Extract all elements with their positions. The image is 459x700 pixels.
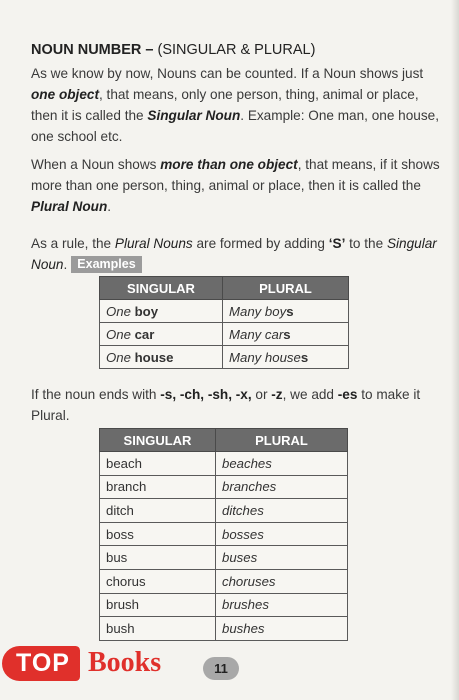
section-heading [31,42,315,58]
singular-cell [100,323,223,346]
text: As a rule, the [31,236,115,251]
emphasis: Singular Noun [147,108,241,123]
plural-cell [223,346,349,369]
logo-top: TOP [2,646,80,681]
text: Many house [229,349,301,365]
table-row [100,346,349,369]
header-singular: SINGULAR [100,429,216,452]
header-plural: PLURAL [223,277,349,300]
text: If the noun ends with [31,387,161,402]
text: Many boy [229,303,287,319]
plural-cell: beaches [216,452,348,476]
singular-cell: ditch [100,499,216,523]
plural-cell: choruses [216,569,348,593]
table-row [100,475,348,499]
paragraph-rule [31,233,441,275]
examples-table [99,276,349,369]
text: s [283,326,291,342]
emphasis: -z [271,387,283,402]
table-row [100,323,349,346]
emphasis: -es [337,387,358,402]
examples-tag: Examples [71,256,141,273]
plural-cell: buses [216,546,348,570]
singular-cell: brush [100,593,216,617]
text: , we add [282,387,338,402]
text: or [251,387,272,402]
plural-cell [223,300,349,323]
table-row [100,569,348,593]
singular-cell: bush [100,617,216,641]
text: Many car [229,326,284,342]
heading-bold: NOUN NUMBER – [31,42,158,58]
singular-cell: chorus [100,569,216,593]
table-row [100,522,348,546]
text: house [134,349,174,365]
text: s [286,303,294,319]
page-number: 11 [203,657,239,680]
text: s [300,349,309,365]
singular-cell [100,300,223,323]
singular-cell [100,346,223,369]
text: . Example: One man, one house, one school etc. [31,108,440,144]
text: When a Noun shows [31,157,161,172]
singular-cell: beach [100,452,216,476]
es-plural-table [99,428,348,641]
text: . [63,257,68,272]
text: boy [134,303,159,319]
text: , that means, only one person, thing, animal or place, then it is called the [31,87,419,123]
plural-cell: bosses [216,522,348,546]
plural-cell: bushes [216,617,348,641]
table-row [100,617,348,641]
table-row [100,499,348,523]
table-row [100,300,349,323]
text: One [106,303,135,319]
text: One [106,326,135,342]
table-row [100,593,348,617]
paragraph-plural [31,154,441,217]
plural-cell: branches [216,475,348,499]
table-row [100,452,348,476]
emphasis: Singular Noun [31,236,437,272]
emphasis: more than one object [160,157,298,172]
text: One [106,349,135,365]
singular-cell: bus [100,546,216,570]
logo-books: Books [87,647,162,678]
topbooks-logo [2,640,161,686]
text: As we know by now, Nouns can be counted. If a Noun shows just [31,66,424,81]
plural-cell [223,323,349,346]
plural-cell: ditches [216,499,348,523]
emphasis: -s, -ch, -sh, -x, [160,387,252,402]
text: are formed by adding [192,236,329,251]
plural-cell: brushes [216,593,348,617]
page-edge-shadow [451,0,459,700]
text: . [107,199,112,214]
text: , that means, if it shows more than one person, thing, animal or place, then it is called the [31,157,440,193]
paragraph-singular [31,63,441,147]
heading-rest: (SINGULAR & PLURAL) [157,42,316,58]
singular-cell: branch [100,475,216,499]
text: to the [345,236,387,251]
emphasis: Plural Nouns [114,236,193,251]
emphasis: ‘S’ [328,236,346,251]
header-singular: SINGULAR [100,277,223,300]
emphasis: Plural Noun [31,199,108,214]
paragraph-es-rule [31,384,441,426]
singular-cell: boss [100,522,216,546]
table-row [100,546,348,570]
header-plural: PLURAL [216,429,348,452]
text: to make it Plural. [31,387,421,423]
text: car [134,326,155,342]
emphasis: one object [31,87,99,102]
